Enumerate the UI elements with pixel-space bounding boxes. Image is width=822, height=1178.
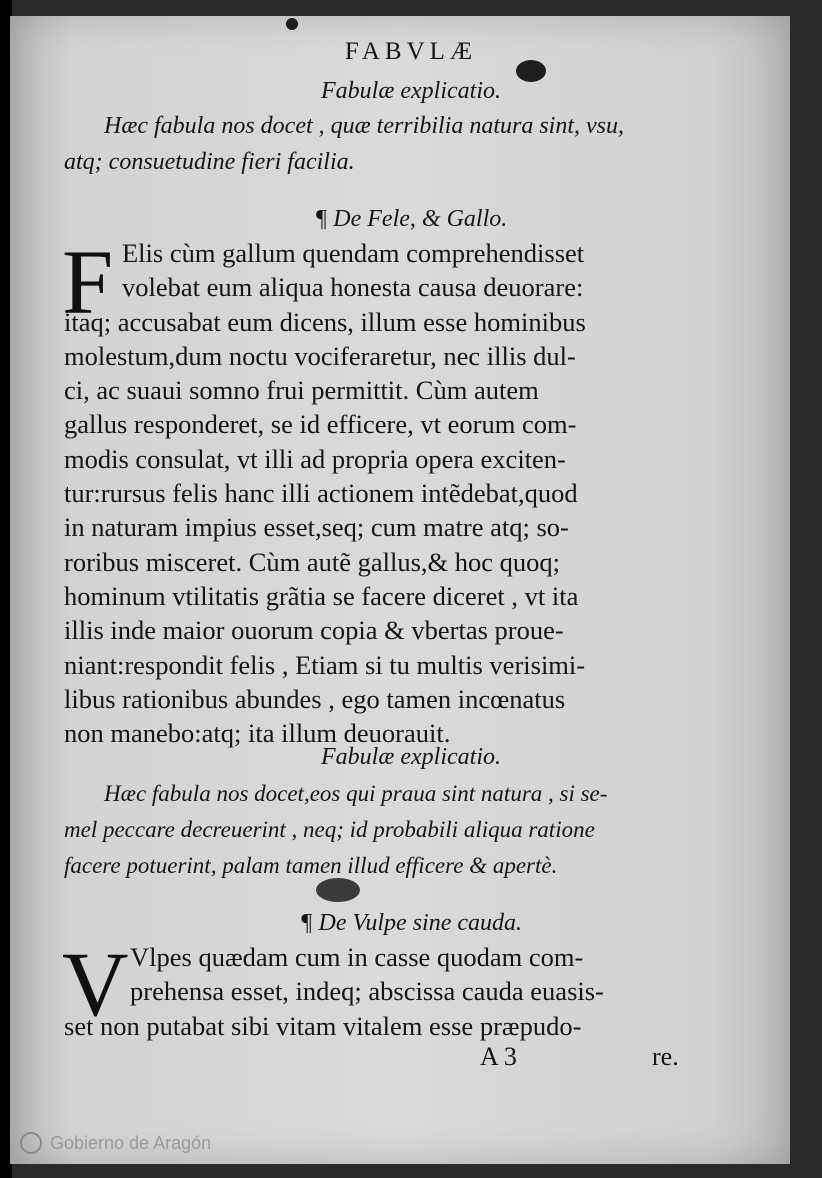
drop-cap: V [62,933,129,1035]
text-line: itaq; accusabat eum dicens, illum esse hominibus [64,306,586,337]
fable1-explication [64,108,688,180]
ink-stain [286,18,298,30]
text-line: Elis cùm gallum quendam comprehendisset [122,238,585,268]
text-line: gallus responderet, se id efficere, vt eorum com- [64,409,577,440]
text-line: prehensa esset, indeq; abscissa cauda euasis- [130,976,604,1007]
explication-heading: Fabulæ explicatio. [321,78,501,104]
fable2-explication [64,776,688,884]
text-line: tur:rursus felis hanc illi actionem intẽdebat,quod [64,478,578,509]
text-line: roribus misceret. Cùm autẽ gallus,& hoc quoq; [64,546,561,577]
text-line: hominum vtilitatis grãtia se facere diceret , vt ita [64,580,579,611]
text-line: atq; consuetudine fieri facilia. [64,149,355,175]
signature-mark: A 3 [480,1042,517,1071]
catchword: re. [652,1042,679,1071]
fable-title: ¶ De Vulpe sine cauda. [299,910,523,936]
drop-cap: F [62,231,114,333]
text-line: facere potuerint, palam tamen illud efficere & apertè. [64,853,558,878]
text-line: illis inde maior ouorum copia & vbertas proue- [64,615,564,646]
fable-title: ¶ De Fele, & Gallo. [314,206,508,232]
text-line: in naturam impius esset,seq; cum matre atq; so- [64,512,569,543]
text-line: non manebo:atq; ita illum deuorauit. [64,718,451,749]
watermark [20,1132,211,1154]
text-line: libus rationibus abundes , ego tamen incœnatus [64,683,566,714]
text-line: ci, ac suaui somno frui permittit. Cùm autem [64,375,539,406]
text-line: mel peccare decreuerint , neq; id probabili aliqua ratione [64,817,595,842]
text-line: Vlpes quædam cum in casse quodam com- [130,942,584,972]
seal-icon [20,1132,42,1154]
text-line: molestum,dum noctu vociferaretur, nec illis dul- [64,340,576,371]
text-line: modis consulat, vt illi ad propria opera exciten- [64,443,566,474]
explication-heading: Fabulæ explicatio. [321,744,501,770]
fable3-body [62,933,686,1043]
text-line: volebat eum aliqua honesta causa deuorare: [122,272,584,303]
running-head: FABVLÆ [344,38,478,65]
text-line: niant:respondit felis , Etiam si tu multis verisimi- [64,649,586,680]
text-line: Hæc fabula nos docet,eos qui praua sint natura , si se- [104,781,608,806]
text-line: set non putabat sibi vitam vitalem esse præpudo- [64,1010,582,1041]
watermark-text: Gobierno de Aragón [50,1132,212,1153]
text-line: Hæc fabula nos docet , quæ terribilia natura sint, vsu, [104,113,624,139]
fable2-body [62,231,686,750]
